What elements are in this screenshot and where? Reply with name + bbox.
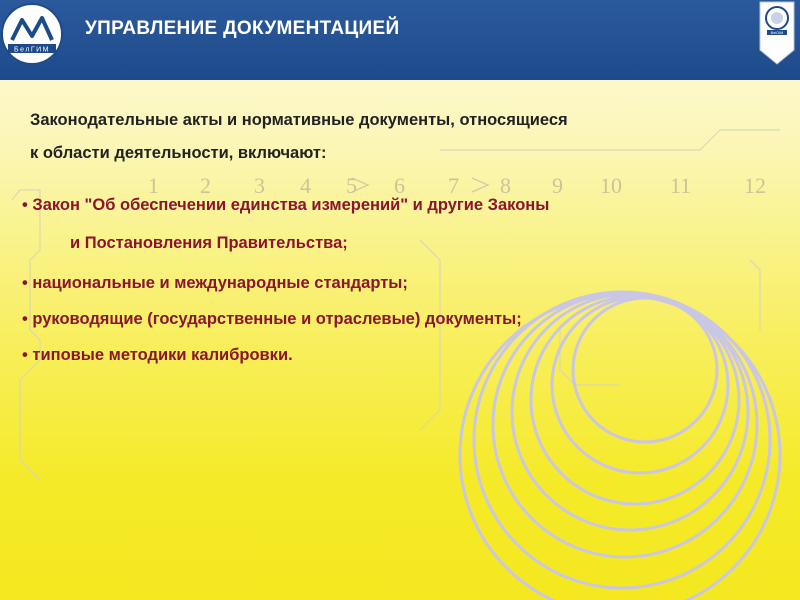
decor-number: 4	[300, 173, 311, 198]
emblem-text: BelGIM	[770, 31, 784, 36]
decor-number: 2	[200, 173, 211, 198]
list-item	[22, 196, 549, 215]
intro-line-1: Законодательные акты и нормативные документы, относящиеся	[30, 111, 568, 129]
bullet-marker: •	[22, 310, 28, 328]
list-item	[22, 346, 293, 365]
decor-number: 10	[600, 173, 622, 198]
intro-paragraph	[30, 104, 568, 170]
bullet-text: типовые методики калибровки.	[32, 346, 293, 364]
decor-number: 1	[148, 173, 159, 198]
list-item	[22, 310, 522, 329]
header-bar	[0, 0, 800, 80]
bullet-marker: •	[22, 196, 28, 214]
intro-line-2: к области деятельности, включают:	[30, 144, 327, 162]
bullet-text: Закон "Об обеспечении единства измерений" и другие Законы	[32, 196, 550, 214]
list-item-continuation	[70, 234, 348, 253]
page-title: УПРАВЛЕНИЕ ДОКУМЕНТАЦИЕЙ	[85, 18, 400, 39]
list-item	[22, 274, 408, 293]
decor-number: 3	[254, 173, 265, 198]
decor-number: 7	[448, 173, 459, 198]
decor-number: 11	[670, 173, 692, 198]
decor-number: 5	[346, 173, 357, 198]
decor-number: 8	[500, 173, 511, 198]
belgim-emblem-icon	[758, 0, 796, 66]
decor-number: 9	[552, 173, 563, 198]
belgim-logo	[0, 0, 68, 68]
bullet-text: руководящие (государственные и отраслевые) документы;	[32, 310, 522, 328]
bullet-text: национальные и международные стандарты;	[32, 274, 408, 292]
bullet-text: и Постановления Правительства;	[70, 234, 348, 252]
logo-text: БелГИМ	[14, 46, 50, 54]
bullet-marker: •	[22, 346, 28, 364]
decor-number: 12	[744, 173, 766, 198]
decor-number: 6	[394, 173, 405, 198]
bullet-marker: •	[22, 274, 28, 292]
